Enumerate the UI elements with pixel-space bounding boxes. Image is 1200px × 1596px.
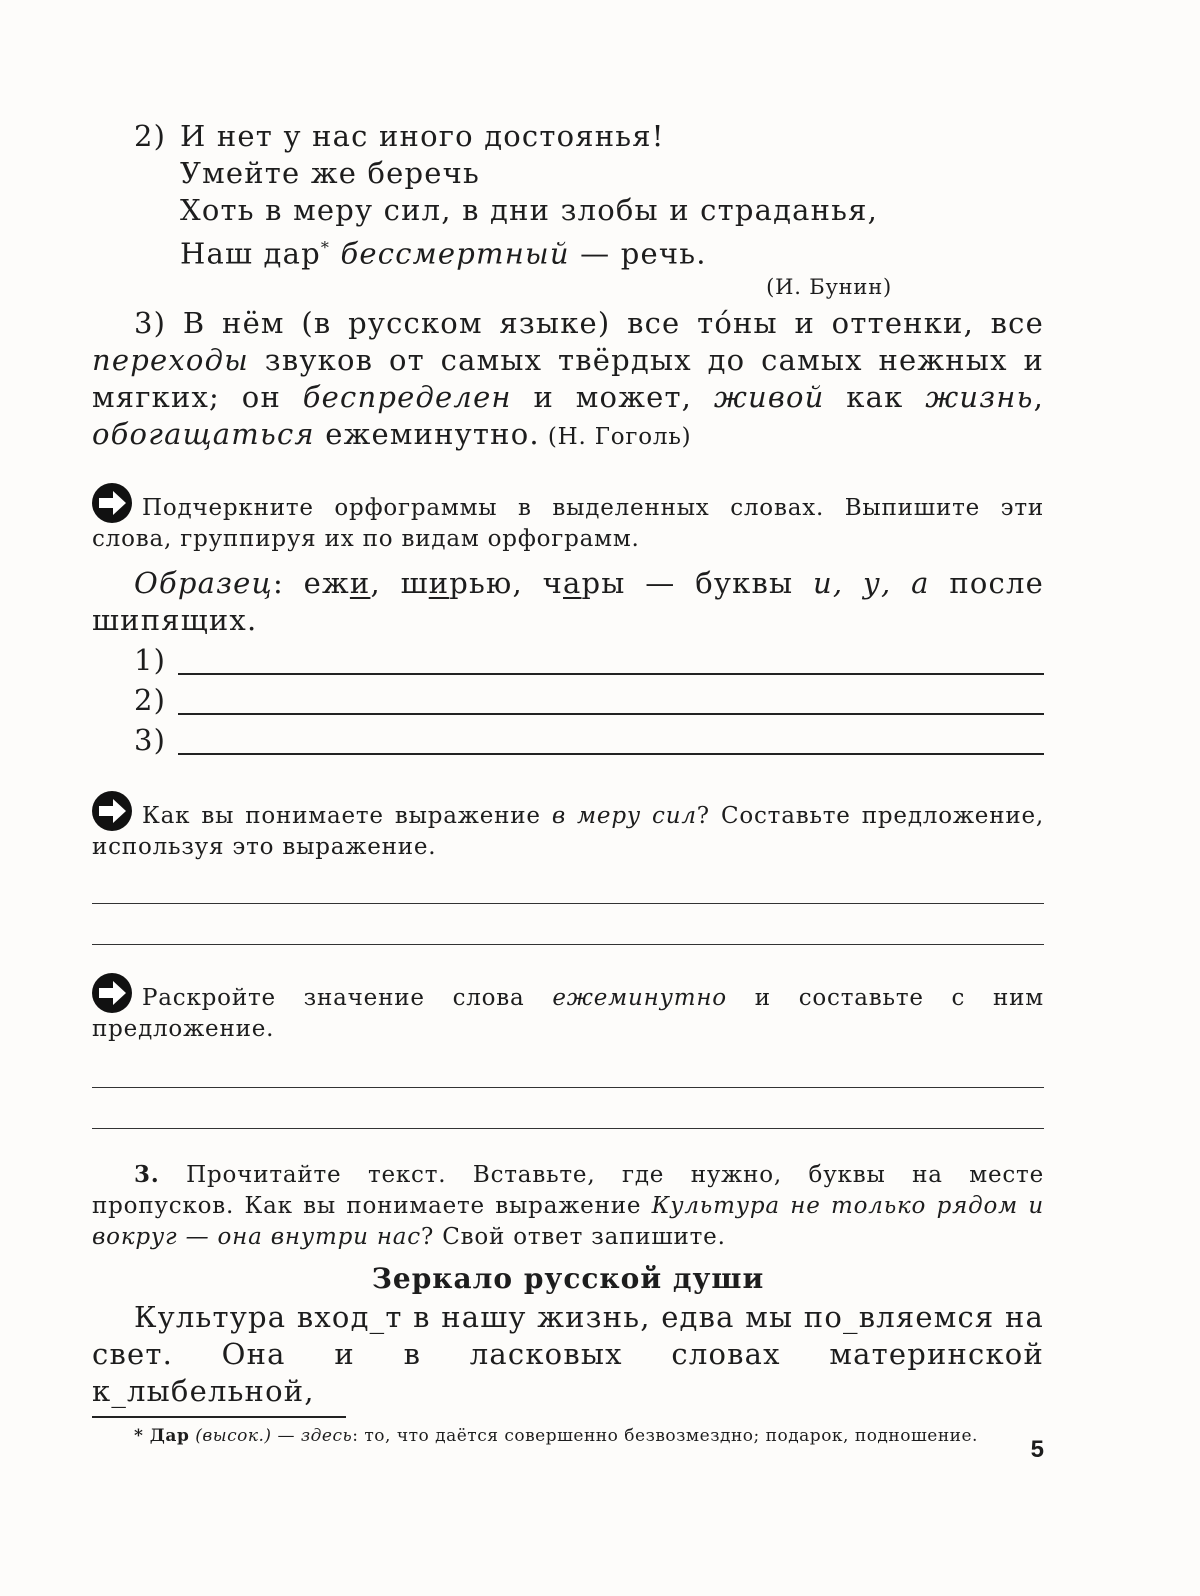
- footnote-divider: [92, 1416, 346, 1418]
- footnote-term: * Дар: [134, 1425, 190, 1446]
- answer-line-3[interactable]: [178, 753, 1044, 755]
- quote-text-3: и может,: [511, 379, 714, 414]
- answer-rows: [92, 639, 1044, 759]
- task-meaning-italic: ежеминутно: [552, 984, 727, 1011]
- answer-line-2[interactable]: [178, 713, 1044, 715]
- sample-word-3b: а: [563, 565, 582, 600]
- sample-word-1b: и: [349, 565, 371, 600]
- footnote-here: здесь: [300, 1425, 353, 1446]
- arrow-right-icon: [92, 483, 132, 523]
- poem-line-3: Хоть в меру сил, в дни злобы и страданья,: [180, 193, 879, 227]
- sample-word-1a: еж: [303, 565, 350, 600]
- exercise-number: 3.: [134, 1160, 160, 1188]
- quote-italic-2: беспределен: [302, 379, 512, 414]
- footnote: [92, 1422, 1044, 1450]
- quote-italic-5: обогащаться: [92, 416, 315, 451]
- poem-line-4-italic: бессмертный: [340, 236, 570, 271]
- arrow-right-icon: [92, 973, 132, 1013]
- footnote-text: : то, что даётся совершенно безвозмездно; подарок, подношение.: [352, 1425, 978, 1446]
- exercise-italic: Культура не только рядом и вокруг — она внутри нас: [92, 1192, 1044, 1250]
- quote-text-2: звуков от самых твёрдых до самых нежных и мягких; он: [92, 342, 1044, 414]
- poem-line-1: И нет у нас иного достоянья!: [180, 119, 665, 153]
- footnote-abbr: (высок.): [195, 1425, 272, 1446]
- poem-line-4: [134, 229, 1044, 273]
- sample-line: Образец: ежи, ширью, чары — буквы и, у, а после шипящих.: [92, 565, 1044, 637]
- quote-text-4: как: [824, 379, 926, 414]
- story-title: Зеркало русской души: [371, 1261, 765, 1295]
- quote-italic-4: жизнь: [925, 379, 1034, 414]
- quote-author: (Н. Гоголь): [539, 423, 692, 450]
- sample-end: после шипящих.: [92, 565, 1044, 637]
- sample-word-2a: ш: [400, 565, 429, 600]
- quote-italic-3: живой: [713, 379, 825, 414]
- task-orthograms-text: Подчеркните орфограммы в выделенных словах. Выпишите эти слова, группируя их по видам орфограмм.: [92, 494, 1044, 552]
- answer-row-1[interactable]: [134, 639, 1044, 679]
- task-expression: [92, 791, 1044, 863]
- write-line[interactable]: [92, 1047, 1044, 1088]
- exercise-3: [92, 1159, 1044, 1253]
- quote-text-1: В нём (в русском языке) все то́ны и оттенки, все: [166, 305, 1044, 340]
- page-number: 5: [1030, 1436, 1044, 1463]
- gogol-quote: [92, 305, 1044, 453]
- sample-word-2c: рью: [449, 565, 513, 600]
- footnote-mark: *: [320, 238, 331, 257]
- poem-line-2: Умейте же беречь: [180, 156, 480, 190]
- poem-number: 2): [134, 119, 167, 153]
- write-line[interactable]: [92, 863, 1044, 904]
- answer-row-3[interactable]: [134, 719, 1044, 759]
- poem-block: [134, 118, 1044, 273]
- task-expression-text-1: Как вы понимаете выражение: [142, 802, 552, 829]
- answer-row-2[interactable]: [134, 679, 1044, 719]
- sample-word-3c: ры: [581, 565, 626, 600]
- sample-mid: — буквы: [625, 565, 813, 600]
- task-meaning: [92, 973, 1044, 1045]
- sample-word-2b: и: [428, 565, 450, 600]
- footnote-dash: —: [271, 1425, 301, 1446]
- quote-number: 3): [134, 305, 167, 340]
- sample-letters: и, у, а: [812, 565, 930, 600]
- task-orthograms: [92, 483, 1044, 555]
- poem-line-4-end: — речь.: [569, 236, 707, 271]
- quote-italic-1: переходы: [92, 342, 249, 377]
- write-line[interactable]: [92, 1088, 1044, 1129]
- task-expression-text-2: ? Составьте предложение, используя это выражение.: [92, 802, 1044, 860]
- poem-line-4-start: Наш дар: [180, 236, 321, 271]
- arrow-right-icon: [92, 791, 132, 831]
- task-meaning-text-2: и составьте с ним предложение.: [92, 984, 1044, 1042]
- exercise-text-2: ? Свой ответ запишите.: [420, 1223, 726, 1250]
- answer-line-1[interactable]: [178, 673, 1044, 675]
- sample-word-3a: ч: [542, 565, 563, 600]
- quote-text-6: ежеминутно.: [314, 416, 540, 451]
- poem-author: (И. Бунин): [766, 274, 892, 299]
- answer-number-3: 3): [134, 722, 167, 757]
- page-content: [92, 118, 1044, 1450]
- answer-number-2: 2): [134, 682, 167, 717]
- task-meaning-text-1: Раскройте значение слова: [142, 984, 553, 1011]
- sample-label: Образец: [134, 565, 273, 600]
- task-expression-italic: в меру сил: [551, 802, 697, 829]
- quote-text-5: ,: [1033, 379, 1044, 414]
- write-line[interactable]: [92, 904, 1044, 945]
- answer-number-1: 1): [134, 642, 167, 677]
- exercise-text-1: Прочитайте текст. Вставьте, где нужно, буквы на месте пропусков. Как вы понимаете выражение: [92, 1161, 1044, 1219]
- story-text: Культура вход_т в нашу жизнь, едва мы по_вляемся на свет. Она и в ласковых словах материнской к_лыбельной,: [92, 1299, 1044, 1408]
